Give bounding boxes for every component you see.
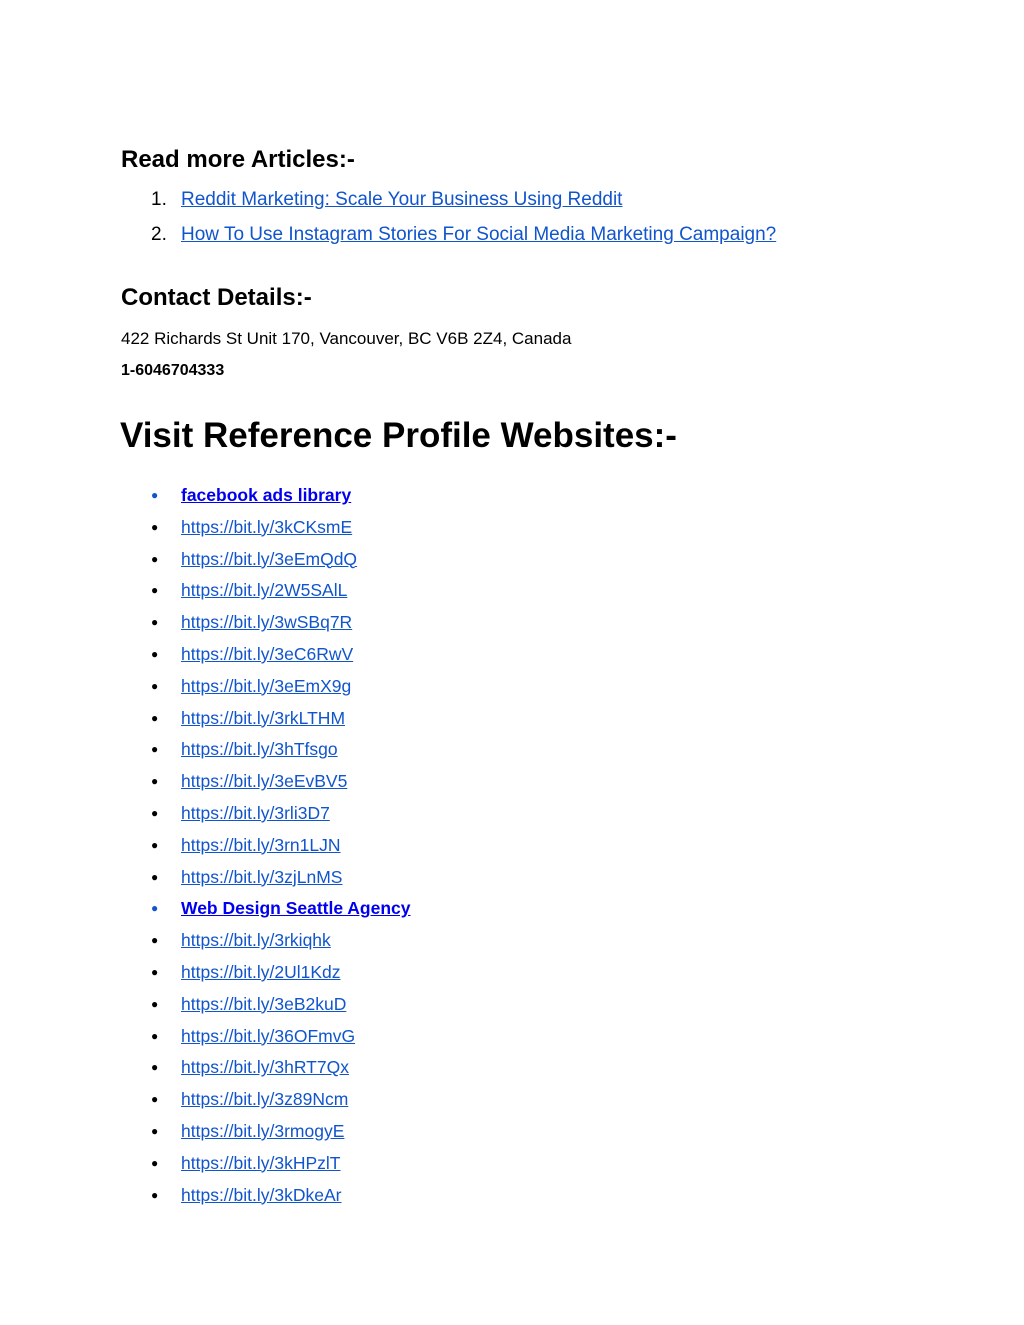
reference-link[interactable]: https://bit.ly/3kHPzlT [181,1152,341,1173]
reference-link[interactable]: https://bit.ly/3zjLnMS [181,866,343,887]
bullet-icon: ● [151,551,159,566]
bullet-icon: ● [151,774,159,789]
reference-link[interactable]: https://bit.ly/3hRT7Qx [181,1057,349,1078]
bullet-icon: ● [151,996,159,1011]
bullet-icon: ● [151,1028,159,1043]
bullet-icon: ● [151,901,159,916]
bullet-icon: ● [151,805,159,820]
bullet-icon: ● [151,1187,159,1202]
articles-heading: Read more Articles:- [121,146,355,173]
reference-link[interactable]: https://bit.ly/3rli3D7 [181,802,330,823]
reference-link[interactable]: https://bit.ly/3eEmQdQ [181,548,358,569]
reference-link[interactable]: https://bit.ly/3eEvBV5 [181,771,348,792]
bullet-icon: ● [151,1060,159,1075]
bullet-icon: ● [151,742,159,757]
bullet-icon: ● [151,583,159,598]
reference-link[interactable]: Web Design Seattle Agency [181,898,411,919]
list-number: 1. [151,189,167,210]
bullet-icon: ● [151,519,159,534]
bullet-icon: ● [151,678,159,693]
article-link-reddit-marketing[interactable]: Reddit Marketing: Scale Your Business Using Reddit [181,189,623,210]
reference-link[interactable]: https://bit.ly/2Ul1Kdz [181,961,341,982]
bullet-icon: ● [151,1155,159,1170]
reference-link[interactable]: https://bit.ly/3eB2kuD [181,993,347,1014]
references-heading: Visit Reference Profile Websites:- [120,416,677,455]
bullet-icon: ● [151,1123,159,1138]
article-link-instagram-stories[interactable]: How To Use Instagram Stories For Social Media Marketing Campaign? [181,224,777,245]
reference-link[interactable]: https://bit.ly/3rkiqhk [181,930,331,951]
reference-link[interactable]: https://bit.ly/3eC6RwV [181,643,354,664]
contact-heading: Contact Details:- [121,284,312,311]
reference-link[interactable]: https://bit.ly/3hTfsgo [181,739,338,760]
bullet-icon: ● [151,1092,159,1107]
list-number: 2. [151,224,167,245]
bullet-icon: ● [151,646,159,661]
bullet-icon: ● [151,933,159,948]
reference-link[interactable]: https://bit.ly/3wSBq7R [181,612,353,633]
reference-link[interactable]: https://bit.ly/3rmogyE [181,1120,345,1141]
reference-link[interactable]: https://bit.ly/2W5SAlL [181,580,348,601]
reference-link[interactable]: https://bit.ly/3kCKsmE [181,516,353,537]
bullet-icon: ● [151,710,159,725]
contact-address: 422 Richards St Unit 170, Vancouver, BC V6B 2Z4, Canada [121,329,572,348]
contact-phone: 1-6046704333 [121,362,225,379]
bullet-icon: ● [151,488,159,502]
bullet-icon: ● [151,837,159,852]
bullet-icon: ● [151,869,159,884]
bullet-icon: ● [151,615,159,630]
reference-link[interactable]: https://bit.ly/3eEmX9g [181,675,352,696]
bullet-icon: ● [151,964,159,979]
reference-link[interactable]: https://bit.ly/3kDkeAr [181,1184,342,1205]
reference-link[interactable]: https://bit.ly/3rn1LJN [181,834,341,855]
reference-link[interactable]: https://bit.ly/36OFmvG [181,1025,356,1046]
reference-link[interactable]: https://bit.ly/3rkLTHM [181,707,346,728]
reference-link[interactable]: https://bit.ly/3z89Ncm [181,1089,349,1110]
reference-link[interactable]: facebook ads library [181,485,352,505]
